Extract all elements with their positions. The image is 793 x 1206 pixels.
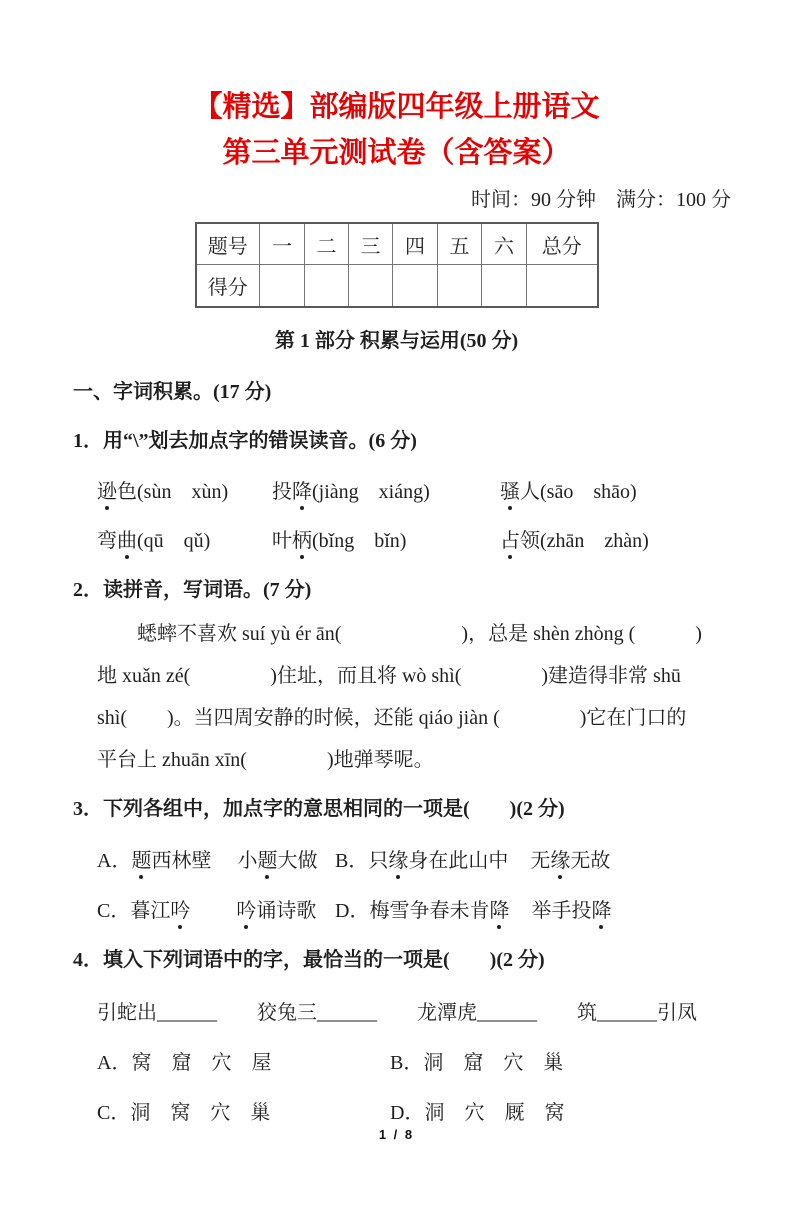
paper-title-line2: 第三单元测试卷（含答案）	[222, 137, 571, 170]
q1-word	[272, 481, 312, 503]
q3-phrase	[236, 894, 316, 923]
char: 歌	[296, 899, 317, 922]
q1-word-item	[97, 524, 272, 553]
time-score-info: 时间：90 分钟 满分：100 分	[471, 188, 731, 211]
q3-option-d	[335, 894, 611, 923]
char: 占	[500, 524, 520, 553]
char: 缘	[388, 844, 408, 873]
char: 林	[171, 849, 192, 872]
q1-word-item	[500, 475, 637, 504]
char: 小	[237, 849, 258, 872]
q1-word-rows	[97, 475, 793, 553]
char: 无	[570, 849, 591, 872]
q2-line: shì( )。当四周安静的时候，还能 qiáo jiàn ( )它在门口的	[97, 706, 687, 729]
char: 未	[449, 899, 470, 922]
score-table-header-cell: 一	[260, 223, 305, 265]
q2-line: 地 xuǎn zé( )住址，而且将 wò shì( )建造得非常 shū	[97, 664, 681, 687]
char: 人	[520, 480, 540, 503]
char: 曲	[117, 524, 137, 553]
char: 缘	[550, 844, 570, 873]
char: 故	[590, 849, 611, 872]
q1-word	[272, 530, 312, 552]
char: 诗	[276, 899, 297, 922]
char: 叶	[272, 529, 292, 552]
q3-option-c	[97, 894, 335, 923]
q4-option-a: A．窝 窟 穴 屋	[97, 1051, 272, 1074]
score-cell-empty	[305, 265, 349, 307]
q1-row	[97, 524, 793, 553]
char: 题	[131, 844, 151, 873]
q3-phrase	[131, 844, 237, 873]
q3-phrase	[530, 844, 610, 873]
char: 柄	[292, 524, 312, 553]
char: 举	[531, 899, 552, 922]
char: 大	[277, 849, 298, 872]
char: 降	[591, 894, 611, 923]
q2-stem: 2．读拼音，写词语。(7 分)	[73, 578, 312, 601]
char: 诵	[256, 899, 277, 922]
q3-option-label: B．	[335, 849, 369, 872]
char: 春	[429, 899, 450, 922]
q2-paragraph	[97, 622, 743, 772]
char: 此	[448, 849, 469, 872]
q4-options	[97, 1025, 793, 1125]
char: 吟	[236, 894, 256, 923]
q1-word	[97, 481, 137, 503]
char: 肯	[469, 899, 490, 922]
char: 西	[151, 849, 172, 872]
char: 梅	[369, 899, 390, 922]
score-table-header-cell: 总分	[527, 223, 598, 265]
q1-word	[500, 530, 540, 552]
score-table-header-cell: 四	[393, 223, 438, 265]
char: 逊	[97, 475, 117, 504]
q2-line: 平台上 zhuān xīn( )地弹琴呢。	[97, 748, 434, 771]
score-cell-empty	[260, 265, 305, 307]
q3-option-a	[97, 844, 335, 873]
paper-title	[0, 84, 793, 177]
score-table-header-cell: 二	[305, 223, 349, 265]
score-cell-empty	[393, 265, 438, 307]
q4-option-b: B．洞 窟 穴 巢	[390, 1051, 564, 1074]
q1-word-item	[272, 475, 500, 504]
score-table-header-row	[196, 223, 598, 265]
char: 吟	[170, 894, 190, 923]
score-table-header-cell: 五	[438, 223, 482, 265]
char: 手	[551, 899, 572, 922]
section1-heading: 一、字词积累。(17 分)	[73, 380, 272, 403]
q3-options-row	[97, 844, 793, 873]
char: 只	[368, 849, 389, 872]
q4-fill-line: 引蛇出______ 狡兔三______ 龙潭虎______ 筑______引凤	[97, 1001, 697, 1024]
q2-line: 蟋蟀不喜欢 suí yù ér ān( )，总是 shèn zhòng ( )	[137, 622, 702, 645]
char: 领	[520, 529, 540, 552]
q1-stem: 1．用“\”划去加点字的错误读音。(6 分)	[73, 429, 417, 452]
page-number: 1 / 8	[378, 1127, 415, 1142]
char: 做	[297, 849, 318, 872]
score-table	[195, 222, 599, 308]
q3-stem: 3．下列各组中，加点字的意思相同的一项是( )(2 分)	[73, 797, 565, 820]
q4-option-d: D．洞 穴 厩 窝	[390, 1101, 565, 1124]
char: 江	[150, 899, 171, 922]
q3-option-label: A．	[97, 849, 132, 872]
q3-phrase	[237, 844, 317, 873]
q1-pinyin: (zhān zhàn)	[540, 529, 649, 552]
q3-option-label: C．	[97, 899, 131, 922]
q1-pinyin: (bǐng bǐn)	[312, 529, 407, 552]
score-cell-empty	[349, 265, 393, 307]
char: 壁	[191, 849, 212, 872]
score-cell-empty	[482, 265, 527, 307]
char: 暮	[130, 899, 151, 922]
q1-word	[97, 530, 137, 552]
q1-word	[500, 481, 540, 503]
q1-pinyin: (sāo shāo)	[540, 480, 637, 503]
score-table-header-cell: 六	[482, 223, 527, 265]
char: 降	[292, 475, 312, 504]
char: 投	[571, 899, 592, 922]
char: 降	[489, 894, 509, 923]
char: 身	[408, 849, 429, 872]
score-cell-empty	[527, 265, 598, 307]
q3-options-row	[97, 894, 793, 923]
q3-options	[97, 844, 793, 923]
test-paper-page	[0, 84, 793, 1206]
char: 题	[257, 844, 277, 873]
char: 山	[468, 849, 489, 872]
q1-word-item	[272, 524, 500, 553]
q4-option-c: C．洞 窝 穴 巢	[97, 1101, 271, 1124]
paper-title-line1: 【精选】部编版四年级上册语文	[193, 91, 600, 123]
char: 雪	[389, 899, 410, 922]
part1-heading: 第 1 部分 积累与运用(50 分)	[274, 329, 519, 352]
char: 在	[428, 849, 449, 872]
score-table-body	[196, 223, 598, 307]
score-table-score-row	[196, 265, 598, 307]
q1-pinyin: (sùn xùn)	[137, 480, 229, 503]
q3-phrase	[531, 894, 611, 923]
q1-pinyin: (jiàng xiáng)	[312, 480, 430, 503]
score-row-label: 得分	[196, 265, 260, 307]
q1-pinyin: (qū qǔ)	[137, 529, 211, 552]
score-table-header-cell: 题号	[196, 223, 260, 265]
char: 投	[272, 480, 292, 503]
char: 色	[117, 480, 137, 503]
q3-phrase	[130, 894, 236, 923]
q1-row	[97, 475, 793, 504]
score-table-header-cell: 三	[349, 223, 393, 265]
q1-word-item	[97, 475, 272, 504]
char: 无	[530, 849, 551, 872]
char: 骚	[500, 475, 520, 504]
q3-phrase	[368, 844, 530, 873]
char: 争	[409, 899, 430, 922]
char: 中	[488, 849, 509, 872]
score-cell-empty	[438, 265, 482, 307]
q3-option-b	[335, 844, 610, 873]
q3-phrase	[369, 894, 531, 923]
q4-stem: 4．填入下列词语中的字，最恰当的一项是( )(2 分)	[73, 948, 545, 971]
q1-word-item	[500, 524, 649, 553]
q3-option-label: D．	[335, 899, 370, 922]
char: 弯	[97, 529, 117, 552]
